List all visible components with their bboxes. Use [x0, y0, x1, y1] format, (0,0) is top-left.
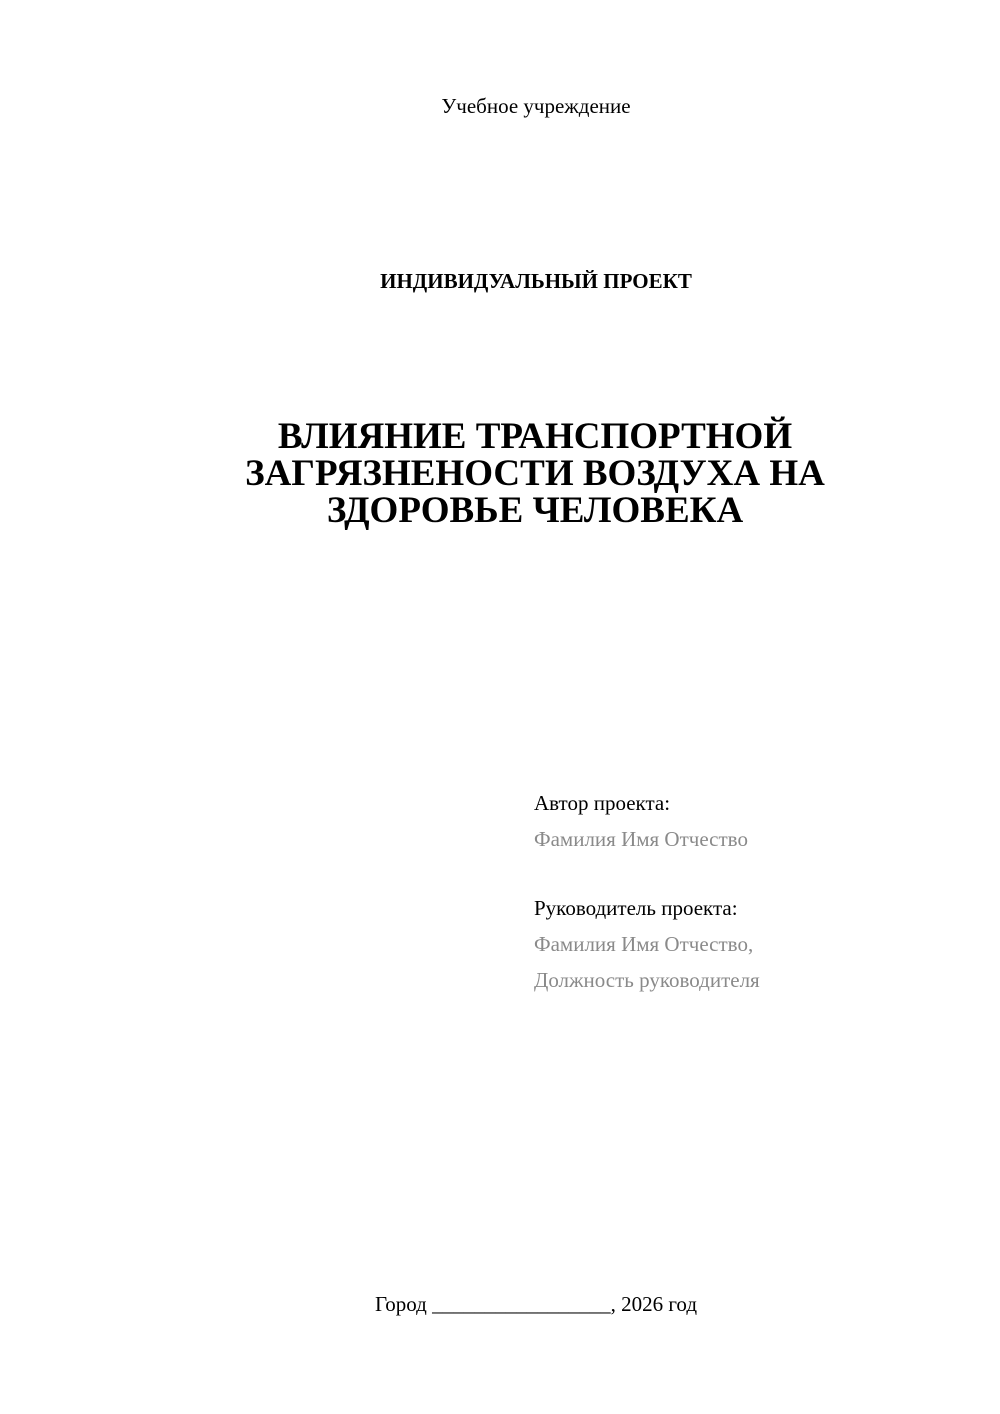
supervisor-block [534, 890, 974, 998]
author-label: Автор проекта: [534, 791, 671, 815]
project-type-heading: ИНДИВИДУАЛЬНЫЙ ПРОЕКТ [380, 269, 692, 293]
footer-city-year: Город _________________, 2026 год [374, 1292, 698, 1316]
project-title-line: ВЛИЯНИЕ ТРАНСПОРТНОЙ [277, 416, 793, 457]
project-title-line: ЗАГРЯЗНЕНОСТИ ВОЗДУХА НА [245, 453, 825, 494]
project-title [185, 418, 885, 529]
supervisor-name: Фамилия Имя Отчество, [534, 932, 754, 956]
institution-name: Учебное учреждение [441, 94, 631, 118]
project-title-line: ЗДОРОВЬЕ ЧЕЛОВЕКА [326, 490, 744, 531]
supervisor-label: Руководитель проекта: [534, 896, 738, 920]
supervisor-position: Должность руководителя [534, 968, 760, 992]
author-block [534, 785, 974, 857]
author-name: Фамилия Имя Отчество [534, 827, 748, 851]
